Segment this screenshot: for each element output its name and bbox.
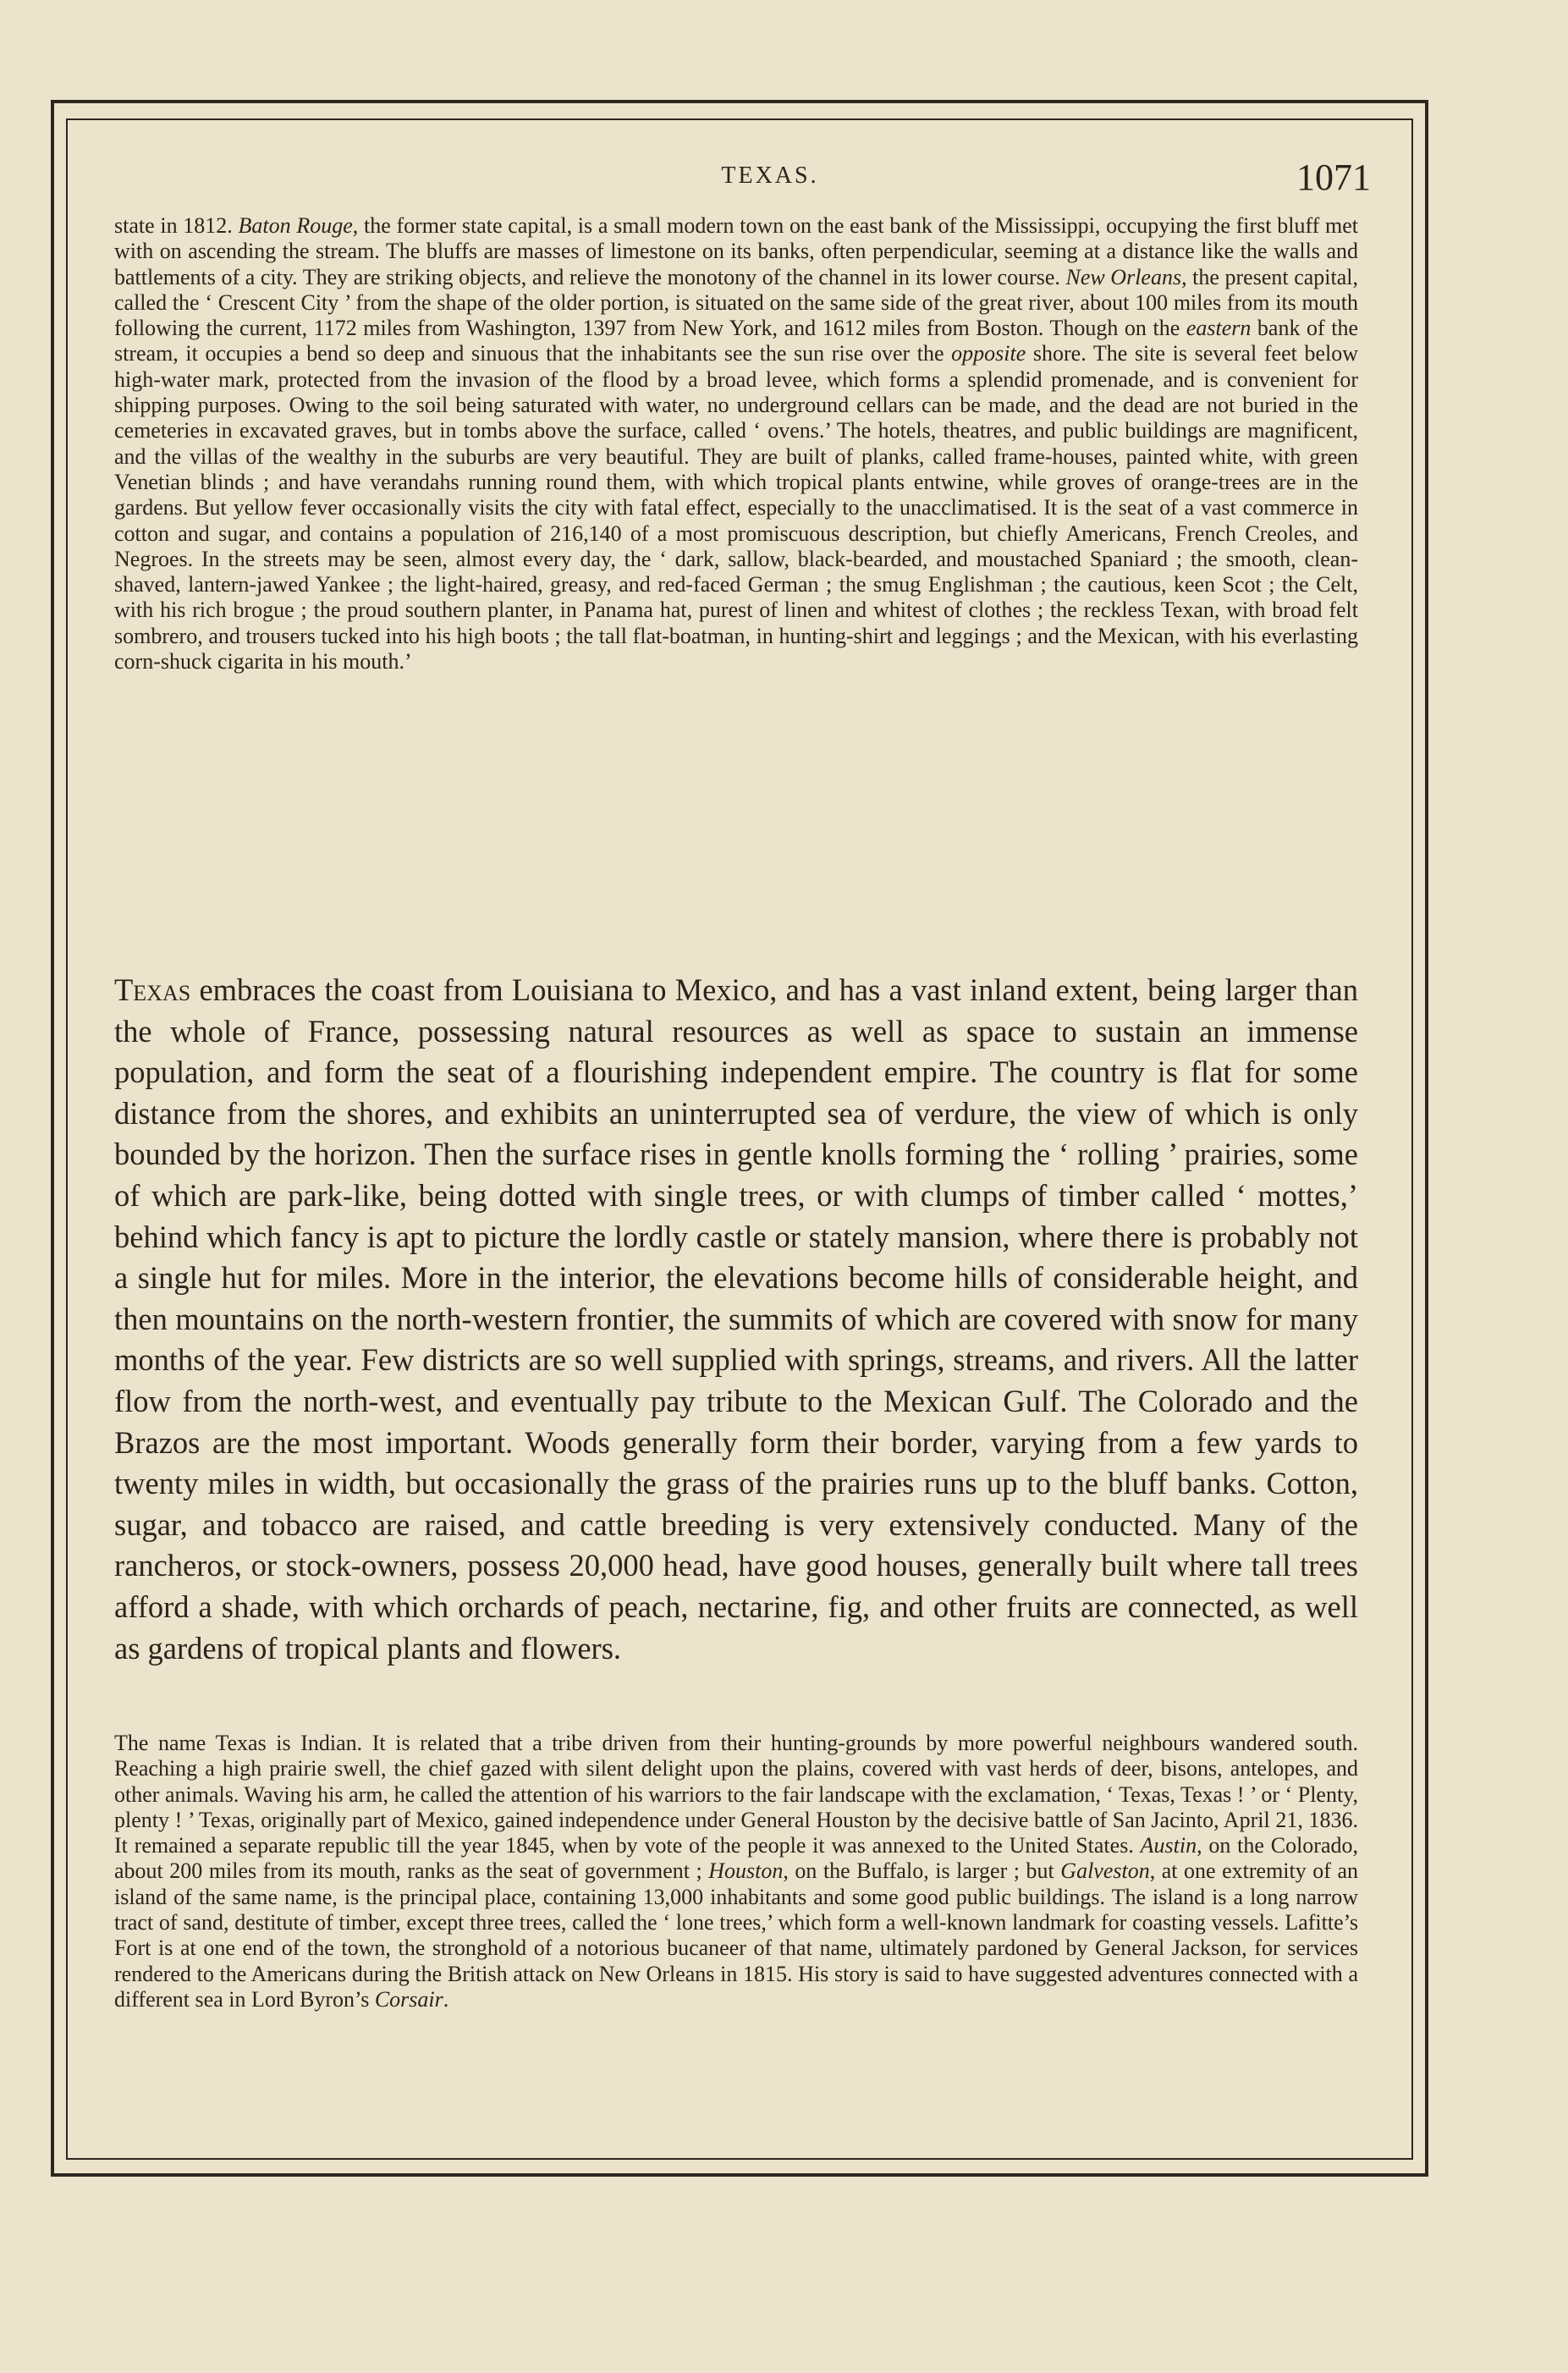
- page-number: 1071: [1296, 157, 1371, 198]
- notes-paragraph: The name Texas is Indian. It is related that a tribe driven from their hunting-grounds by more powerful neighbours wandered south. Reaching a high prairie swell, the chief gazed with silent delight upon the plains, covered with vast herds of deer, bisons, antelopes, and other animals. Waving his arm, he called the attention of his warriors to the fair landscape with the exclamation, ‘ Texas, Texas ! ’ or ‘ Plenty, plenty ! ’ Texas, originally part of Mexico, gained independence under General Houston by the decisive battle of San Jacinto, April 21, 1836. It remained a separate republic till the year 1845, when by vote of the people it was annexed to the United States. Austin, on the Colorado, about 200 miles from its mouth, ranks as the seat of government ; Houston, on the Buffalo, is larger ; but Galveston, at one extremity of an island of the same name, is the principal place, containing 13,000 inhabitants and some good public buildings. The island is a long narrow tract of sand, destitute of timber, except three trees, called the ‘ lone trees,’ which form a well-known landmark for coasting vessels. Lafitte’s Fort is at one end of the town, the stronghold of a notorious bucaneer of that name, ultimately pardoned by General Jackson, for services rendered to the Americans during the British attack on New Orleans in 1815. His story is said to have suggested adventures connected with a different sea in Lord Byron’s Corsair.: [114, 1731, 1359, 2012]
- top-excerpt-block: [114, 213, 1358, 674]
- top-excerpt-paragraph: state in 1812. Baton Rouge, the former state capital, is a small modern town on the east bank of the Mississippi, occupying the first bluff met with on ascending the stream. The bluffs are masses of limestone on its banks, often perpendicular, seeming at a distance like the walls and battlements of a city. They are striking objects, and relieve the monotony of the channel in its lower course. New Orleans, the present capital, called the ‘ Crescent City ’ from the shape of the older portion, is situated on the same side of the great river, about 100 miles from its mouth following the current, 1172 miles from Washington, 1397 from New York, and 1612 miles from Boston. Though on the eastern bank of the stream, it occupies a bend so deep and sinuous that the inhabitants see the sun rise over the opposite shore. The site is several feet below high-water mark, protected from the invasion of the flood by a broad levee, which forms a splendid promenade, and is convenient for shipping purposes. Owing to the soil being saturated with water, no underground cellars can be made, and the dead are not buried in the cemeteries in excavated graves, but in tombs above the surface, called ‘ ovens.’ The hotels, theatres, and public buildings are magnificent, and the villas of the wealthy in the suburbs are very beautiful. They are built of planks, called frame-houses, painted white, with green Venetian blinds ; and have verandahs running round them, with which tropical plants entwine, while groves of orange-trees are in the gardens. But yellow fever occasionally visits the city with fatal effect, especially to the unacclimatised. It is the seat of a vast commerce in cotton and sugar, and contains a population of 216,140 of a most promiscuous description, but chiefly Americans, French Creoles, and Negroes. In the streets may be seen, almost every day, the ‘ dark, sallow, black-bearded, and moustached Spaniard ; the smooth, clean-shaved, lantern-jawed Yankee ; the light-haired, greasy, and red-faced German ; the smug Englishman ; the cautious, keen Scot ; the Celt, with his rich brogue ; the proud southern planter, in Panama hat, purest of linen and whitest of clothes ; the reckless Texan, with broad felt sombrero, and trousers tucked into his high boots ; the tall flat-boatman, in hunting-shirt and leggings ; and the Mexican, with his everlasting corn-shuck cigarita in his mouth.’: [114, 213, 1358, 674]
- page-border-bottom-rule: [51, 2173, 1428, 2175]
- main-paragraph: Texas embraces the coast from Louisiana to Mexico, and has a vast inland extent, being larger than the whole of France, possessing natural resources as well as space to sustain an immense population, and form the seat of a flourishing independent empire. The country is flat for some distance from the shores, and exhibits an uninterrupted sea of verdure, the view of which is only bounded by the horizon. Then the surface rises in gentle knolls forming the ‘ rolling ’ prairies, some of which are park-like, being dotted with single trees, or with clumps of timber called ‘ mottes,’ behind which fancy is apt to picture the lordly castle or stately mansion, where there is probably not a single hut for miles. More in the interior, the elevations become hills of considerable height, and then mountains on the north-western frontier, the summits of which are covered with snow for many months of the year. Few districts are so well supplied with springs, streams, and rivers. All the latter flow from the north-west, and eventually pay tribute to the Mexican Gulf. The Colorado and the Brazos are the most important. Woods generally form their border, varying from a few yards to twenty miles in width, but occasionally the grass of the prairies runs up to the bluff banks. Cotton, sugar, and tobacco are raised, and cattle breeding is very extensively conducted. Many of the rancheros, or stock-owners, possess 20,000 head, have good houses, generally built where tall trees afford a shade, with which orchards of peach, nectarine, fig, and other fruits are connected, as well as gardens of tropical plants and flowers.: [114, 972, 1358, 1666]
- running-header: TEXAS.: [721, 162, 819, 189]
- notes-block: [114, 1731, 1358, 2012]
- main-text-block: [114, 970, 1358, 1669]
- lead-word: Texas: [114, 972, 191, 1007]
